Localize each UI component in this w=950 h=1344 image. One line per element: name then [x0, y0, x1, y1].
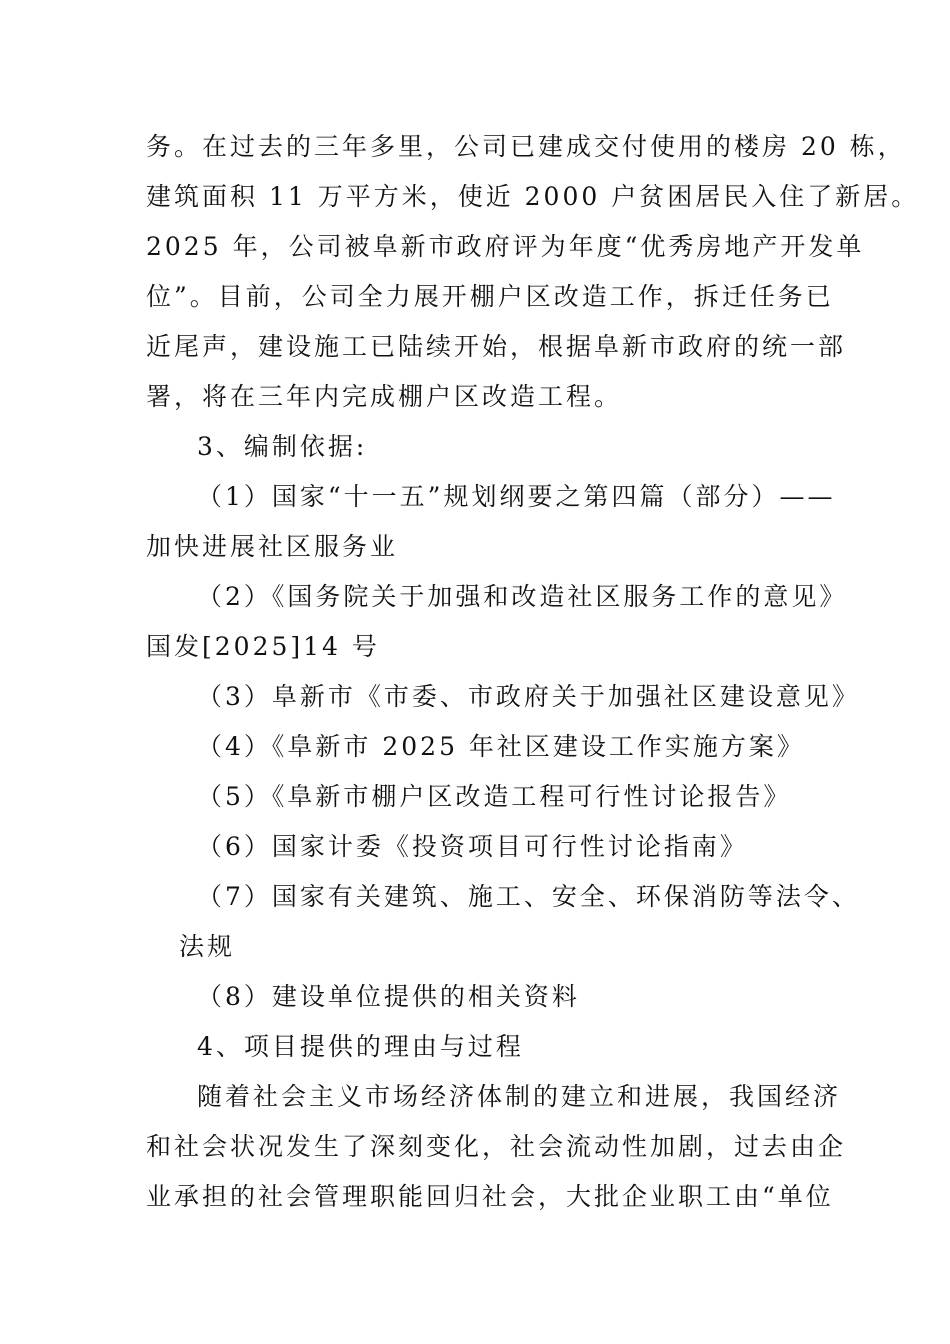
reference-item-continuation: 加快进展社区服务业: [146, 532, 399, 561]
reference-item: （3）阜新市《市委、市政府关于加强社区建设意见》: [197, 682, 860, 711]
reference-item-continuation: 国发[2025]14 号: [146, 632, 380, 661]
paragraph-line: 和社会状况发生了深刻变化，社会流动性加剧，过去由企: [146, 1132, 847, 1161]
paragraph-line: 署，将在三年内完成棚户区改造工程。: [146, 382, 623, 411]
paragraph-line: 建筑面积 11 万平方米，使近 2000 户贫困居民入住了新居。: [146, 182, 920, 211]
reference-item: （4）《阜新市 2025 年社区建设工作实施方案》: [197, 732, 805, 761]
section-heading: 4、项目提供的理由与过程: [197, 1032, 524, 1061]
reference-item: （5）《阜新市棚户区改造工程可行性讨论报告》: [197, 782, 792, 811]
reference-item: （8）建设单位提供的相关资料: [197, 982, 580, 1011]
reference-item: （2）《国务院关于加强和改造社区服务工作的意见》: [197, 582, 848, 611]
paragraph-line: 业承担的社会管理职能回归社会，大批企业职工由“单位: [146, 1182, 834, 1211]
reference-item-continuation: 法规: [179, 932, 236, 961]
section-heading: 3、编制依据:: [197, 432, 368, 461]
paragraph-line: 随着社会主义市场经济体制的建立和进展，我国经济: [197, 1082, 842, 1111]
paragraph-line: 2025 年，公司被阜新市政府评为年度“优秀房地产开发单: [146, 232, 865, 261]
paragraph-line: 务。在过去的三年多里，公司已建成交付使用的楼房 20 栋，: [146, 132, 906, 161]
paragraph-line: 位”。目前，公司全力展开棚户区改造工作，拆迁任务已: [146, 282, 834, 311]
paragraph-line: 近尾声，建设施工已陆续开始，根据阜新市政府的统一部: [146, 332, 847, 361]
reference-item: （6）国家计委《投资项目可行性讨论指南》: [197, 832, 748, 861]
reference-item: （1）国家“十一五”规划纲要之第四篇（部分）——: [197, 482, 836, 511]
reference-item: （7）国家有关建筑、施工、安全、环保消防等法令、: [197, 882, 860, 911]
